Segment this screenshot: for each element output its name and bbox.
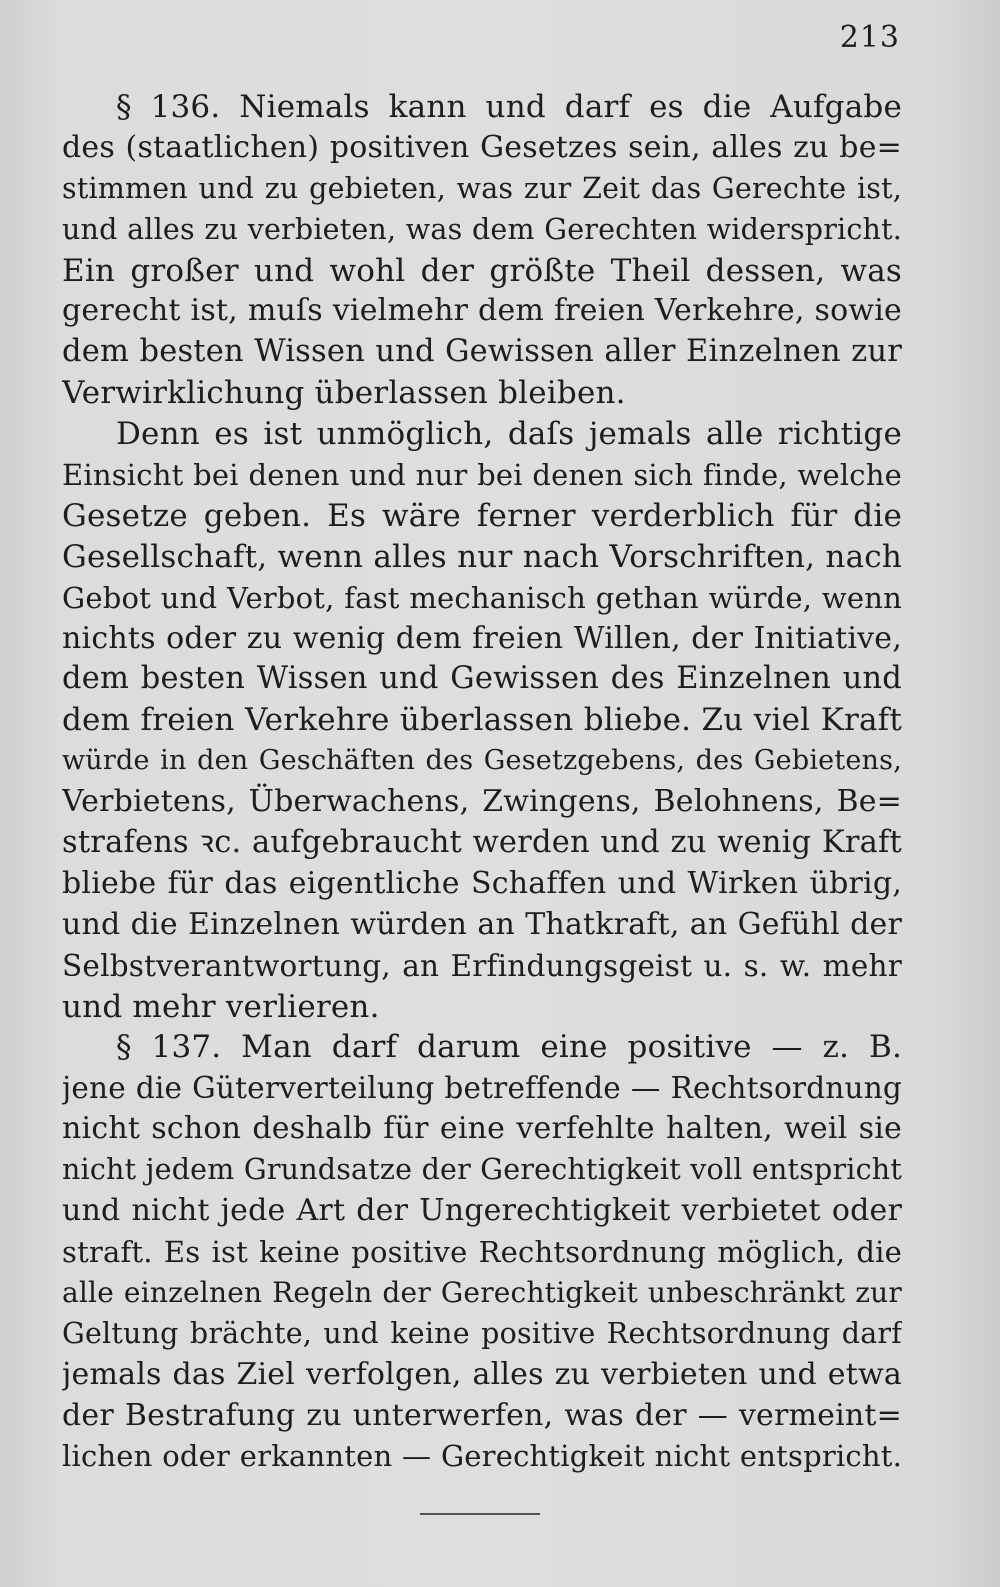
text-line: Einsicht bei denen und nur bei denen sich finde, welche	[62, 458, 902, 493]
paragraph-section-137	[62, 1027, 902, 1477]
text-line: und alles zu verbieten, was dem Gerechten widerspricht.	[62, 212, 902, 246]
paragraph-section-136	[62, 87, 902, 414]
text-line: und nicht jede Art der Ungerechtigkeit verbietet oder	[62, 1193, 902, 1229]
page-number: 213	[839, 20, 900, 55]
text-line: Gebot und Verbot, fast mechanisch gethan würde, wenn	[62, 580, 902, 615]
text-line: Ein großer und wohl der größte Theil dessen, was	[62, 252, 902, 289]
text-line: Selbstverantwortung, an Erfindungsgeist u. s. w. mehr	[62, 948, 902, 983]
text-line: § 136. Niemals kann und darf es die Aufgabe	[116, 89, 902, 125]
text-line: Verbietens, Überwachens, Zwingens, Belohnens, Be=	[62, 784, 902, 820]
text-line: lichen oder erkannten — Gerechtigkeit nicht entspricht.	[62, 1439, 902, 1474]
body-text	[62, 87, 902, 1477]
text-line: § 137. Man darf darum eine positive — z. B.	[116, 1029, 902, 1066]
text-line: des (staatlichen) positiven Gesetzes sein, alles zu be=	[62, 129, 902, 165]
text-line: dem besten Wissen und Gewissen des Einzelnen und	[62, 661, 902, 697]
text-line: und mehr verlieren.	[62, 988, 380, 1025]
text-line: und die Einzelnen würden an Thatkraft, an Gefühl der	[62, 906, 902, 942]
text-line: gerecht ist, muſs vielmehr dem freien Verkehre, sowie	[62, 293, 902, 329]
text-line: nicht jedem Grundsatze der Gerechtigkeit voll entspricht	[62, 1153, 902, 1187]
text-line: jene die Güterverteilung betreffende — Rechtsordnung	[62, 1071, 902, 1106]
paragraph-continuation	[62, 414, 902, 1027]
text-line: strafens ꝛc. aufgebraucht werden und zu wenig Kraft	[62, 825, 902, 861]
text-line: alle einzelnen Regeln der Gerechtigkeit unbeschränkt zur	[62, 1275, 902, 1309]
text-line: Denn es ist unmöglich, daſs jemals alle richtige	[116, 416, 902, 453]
text-line: würde in den Geschäften des Gesetzgebens, des Gebietens,	[62, 745, 902, 777]
text-line: straft. Es ist keine positive Rechtsordnung möglich, die	[62, 1234, 902, 1269]
text-line: jemals das Ziel verfolgen, alles zu verbieten und etwa	[62, 1356, 902, 1392]
text-line: nichts oder zu wenig dem freien Willen, der Initiative,	[62, 620, 902, 656]
text-line: dem besten Wissen und Gewissen aller Einzelnen zur	[62, 334, 902, 370]
text-line: bliebe für das eigentliche Schaffen und Wirken übrig,	[62, 865, 902, 901]
text-line: der Bestrafung zu unterwerfen, was der — vermeint=	[62, 1397, 902, 1433]
text-line: dem freien Verkehre überlassen bliebe. Zu viel Kraft	[62, 702, 902, 739]
text-line: Gesellschaft, wenn alles nur nach Vorschriften, nach	[62, 538, 902, 575]
footer-rule	[420, 1513, 540, 1515]
text-line: Geltung brächte, und keine positive Rechtsordnung darf	[62, 1316, 902, 1350]
text-line: Gesetze geben. Es wäre ferner verderblich für die	[62, 497, 902, 534]
text-line: nicht schon deshalb für eine verfehlte halten, weil sie	[62, 1111, 902, 1147]
text-line: Verwirklichung überlassen bleiben.	[62, 375, 626, 412]
text-line: stimmen und zu gebieten, was zur Zeit das Gerechte ist,	[62, 171, 902, 205]
